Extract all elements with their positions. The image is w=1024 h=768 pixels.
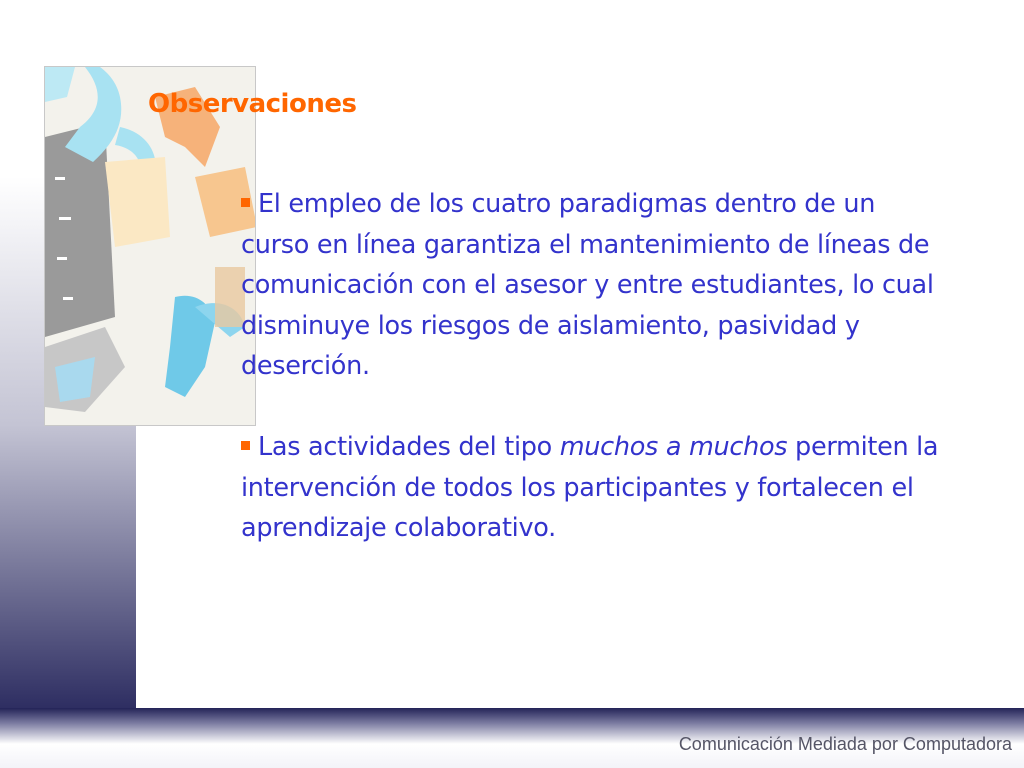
bullet-text-before: Las actividades del tipo — [258, 432, 560, 462]
slide-body — [241, 184, 941, 589]
bullet-item — [241, 184, 941, 387]
slide-title: Observaciones — [148, 89, 357, 119]
footer-bar — [0, 708, 1024, 768]
square-bullet-icon — [241, 441, 250, 450]
bullet-text-after: permiten la intervención de todos los participantes y fortalecen el aprendizaje colaborativo. — [241, 432, 939, 543]
bullet-text-italic: muchos a muchos — [559, 432, 788, 462]
square-bullet-icon — [241, 198, 250, 207]
bullet-text: El empleo de los cuatro paradigmas dentro de un curso en línea garantiza el mantenimiento de líneas de comunicación con el asesor y entre estudiantes, lo cual disminuye los riesgos de aislamiento, pasividad y deserción. — [241, 189, 934, 381]
bullet-item — [241, 427, 941, 549]
footer-text: Comunicación Mediada por Computadora — [678, 734, 1012, 754]
